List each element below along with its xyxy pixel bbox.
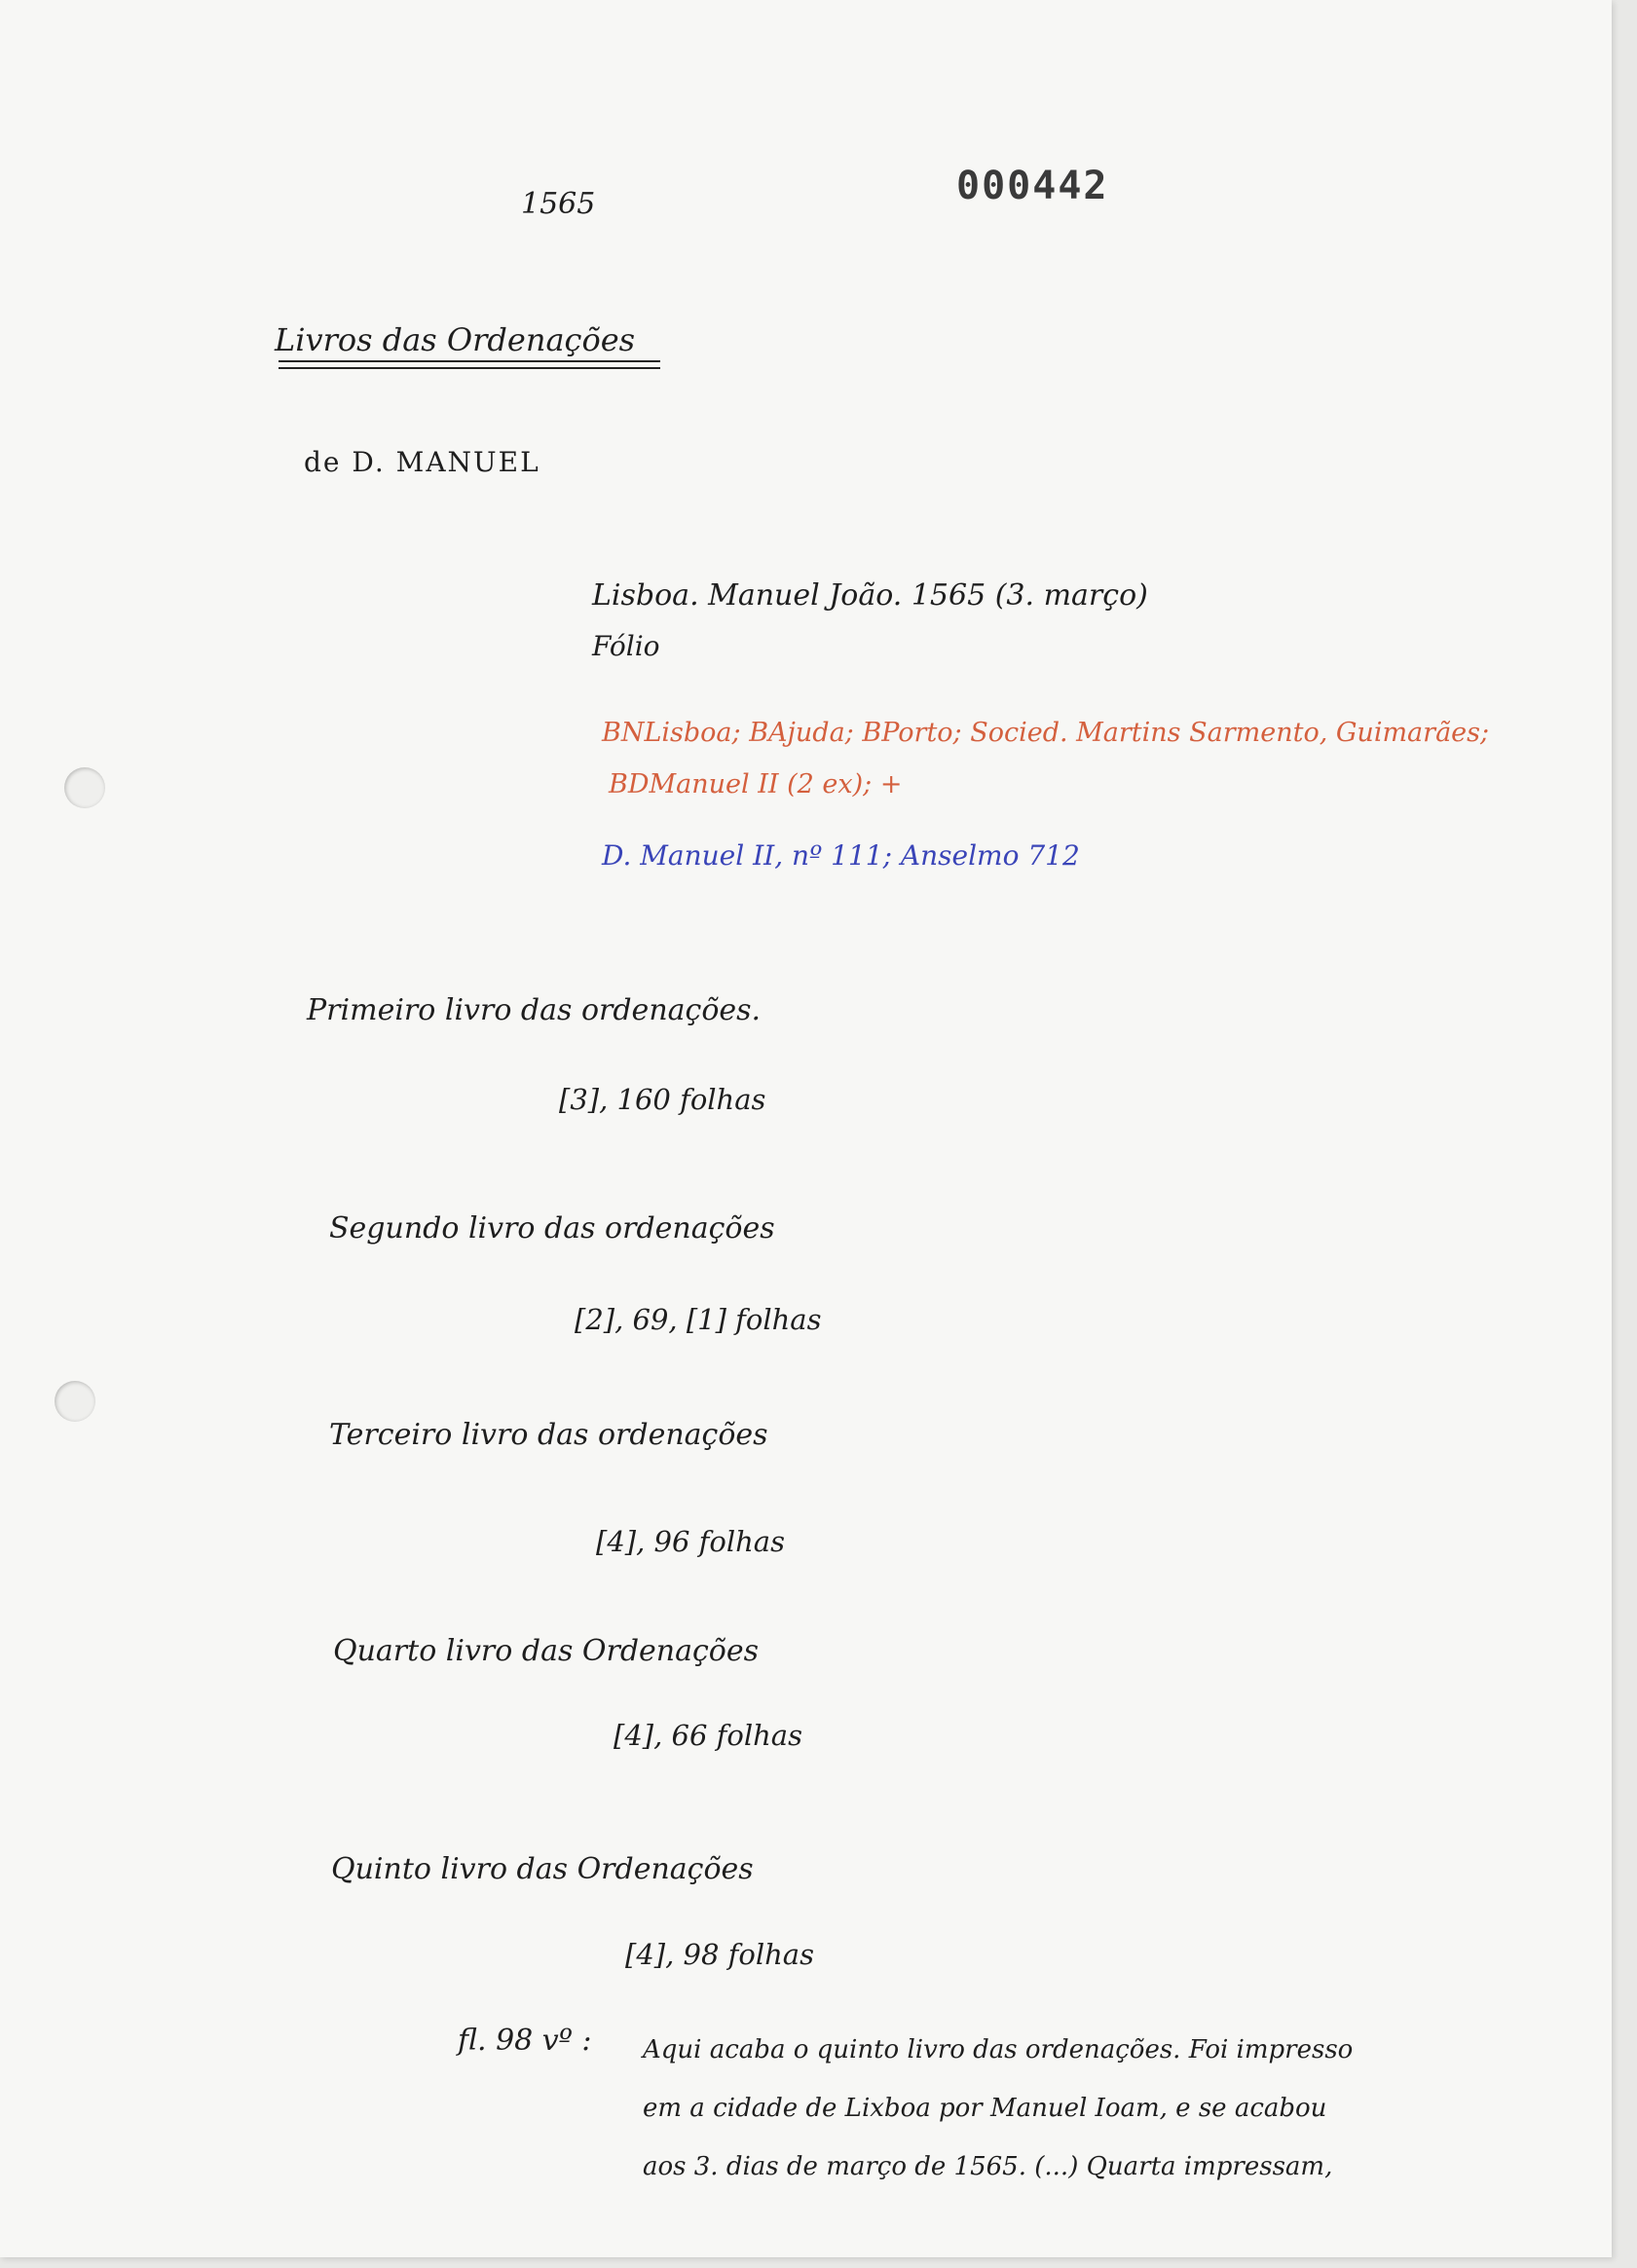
book-title-2: Segundo livro das ordenações bbox=[329, 1211, 775, 1246]
document-title: Livros das Ordenações bbox=[275, 321, 636, 358]
book-title-1: Primeiro livro das ordenações. bbox=[307, 993, 762, 1027]
book-folios-2: [2], 69, [1] folhas bbox=[575, 1303, 822, 1336]
title-underline-1 bbox=[279, 360, 660, 362]
holdings-line-2: BDManuel II (2 ex); + bbox=[609, 769, 903, 799]
document-subtitle: de D. MANUEL bbox=[304, 446, 540, 478]
punch-hole-bottom bbox=[55, 1381, 95, 1422]
imprint-line: Lisboa. Manuel João. 1565 (3. março) bbox=[592, 578, 1148, 613]
book-title-3: Terceiro livro das ordenações bbox=[329, 1418, 768, 1452]
colophon-line-3: aos 3. dias de março de 1565. (...) Quarta impressam, bbox=[643, 2152, 1333, 2181]
year-label: 1565 bbox=[521, 187, 596, 221]
colophon-line-2: em a cidade de Lixboa por Manuel Ioam, e se acabou bbox=[643, 2094, 1327, 2123]
bibliographic-reference: D. Manuel II, nº 111; Anselmo 712 bbox=[602, 839, 1080, 872]
format-line: Fólio bbox=[592, 630, 660, 662]
stamp-number: 000442 bbox=[956, 164, 1109, 208]
book-folios-4: [4], 66 folhas bbox=[614, 1719, 802, 1752]
book-folios-1: [3], 160 folhas bbox=[559, 1083, 766, 1116]
holdings-line-1: BNLisboa; BAjuda; BPorto; Socied. Martins Sarmento, Guimarães; bbox=[602, 718, 1490, 748]
colophon-line-1: Aqui acaba o quinto livro das ordenações. Foi impresso bbox=[643, 2035, 1354, 2064]
book-folios-5: [4], 98 folhas bbox=[625, 1938, 814, 1971]
title-underline-2 bbox=[279, 367, 660, 369]
punch-hole-top bbox=[64, 767, 105, 808]
book-title-5: Quinto livro das Ordenações bbox=[331, 1852, 754, 1886]
book-title-4: Quarto livro das Ordenações bbox=[333, 1634, 760, 1668]
book-folios-3: [4], 96 folhas bbox=[596, 1525, 785, 1558]
colophon-ref: fl. 98 vº : bbox=[458, 2024, 592, 2058]
